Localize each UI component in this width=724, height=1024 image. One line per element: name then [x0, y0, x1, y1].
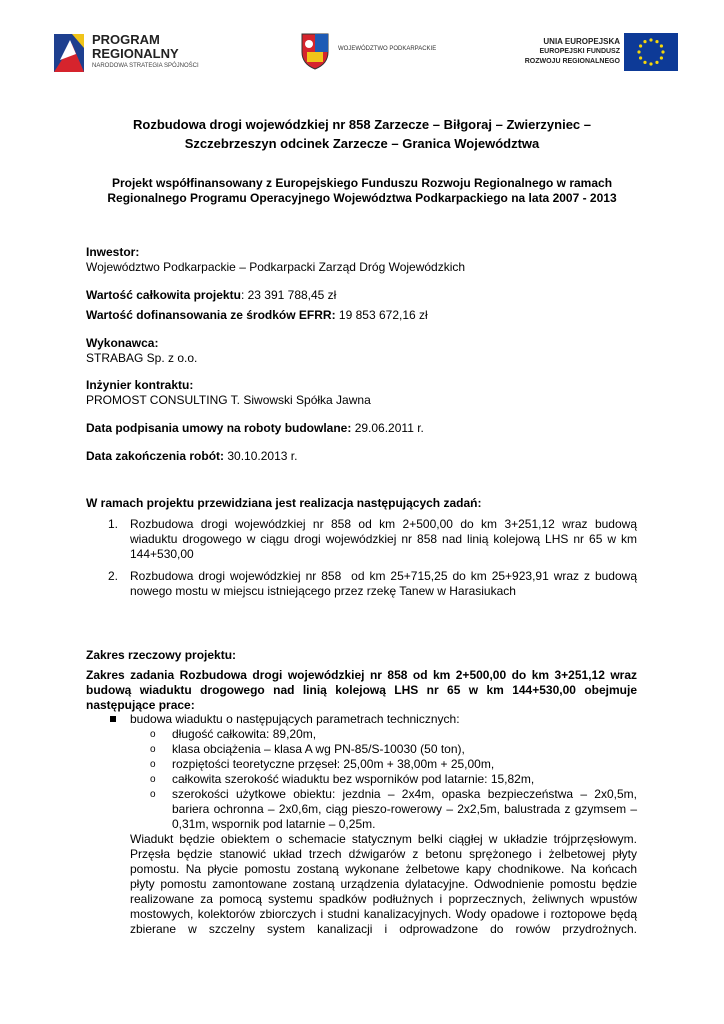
param-widths-line2: bariera ochronna – 2x0,6m, ciąg pieszo-rowerowy – 2x2,5m, balustrada z gzymsem – — [172, 802, 637, 816]
contract-date-row — [86, 421, 424, 436]
total-value-row — [86, 288, 336, 303]
end-date-label: Data zakończenia robót: — [86, 449, 225, 463]
program-line3: NARODOWA STRATEGIA SPÓJNOŚCI — [92, 63, 199, 69]
description-line6: mostowych, kolektorów zbiorczych i studni kanalizacyjnych. Wody opadowe i roztopowe będą — [130, 907, 637, 921]
circle-bullet-icon: o — [150, 789, 156, 800]
contractor-value: STRABAG Sp. z o.o. — [86, 351, 198, 365]
eu-logo — [520, 33, 680, 73]
scope-task-line3: następujące prace: — [86, 698, 195, 712]
eu-line1: UNIA EUROPEJSKA — [543, 37, 620, 46]
task-number-2: 2. — [108, 569, 119, 583]
description-line7: zbierane w szczelny system kanalizacji i odprowadzone do rowów przydrożnych. — [130, 922, 637, 936]
task-1-line1: Rozbudowa drogi wojewódzkiej nr 858 od km 2+500,00 do km 3+251,12 wraz budową — [130, 517, 637, 531]
scope-bullet: budowa wiaduktu o następujących parametrach technicznych: — [130, 712, 460, 726]
task-2-line1: Rozbudowa drogi wojewódzkiej nr 858 od km 25+715,25 do km 25+923,91 wraz z budową — [130, 569, 637, 583]
eu-line3: ROZWOJU REGIONALNEGO — [524, 58, 620, 65]
scope-heading: Zakres rzeczowy projektu: — [86, 648, 237, 662]
investor-label: Inwestor: — [86, 245, 140, 259]
task-2-line2: nowego mostu w miejscu istniejącego przez rzekę Tanew w Harasiukach — [130, 584, 516, 598]
investor-value: Województwo Podkarpackie – Podkarpacki Zarząd Dróg Wojewódzkich — [86, 260, 466, 274]
cofinancing-note-line1: Projekt współfinansowany z Europejskiego Funduszu Rozwoju Regionalnego w ramach — [111, 176, 613, 190]
cofinancing-label: Wartość dofinansowania ze środków EFRR: — [86, 308, 336, 322]
scope-task-line1: Zakres zadania Rozbudowa drogi wojewódzkiej nr 858 od km 2+500,00 do km 3+251,12 wraz — [86, 668, 637, 682]
description-line3: pomostu. Na płycie pomostu zostaną wykonane żelbetowe kapy chodnikowe. Na końcach — [130, 862, 637, 876]
total-value-amount: : 23 391 788,45 zł — [240, 288, 337, 302]
task-1-line2: wiaduktu drogowego w ciągu drogi wojewódzkiej nr 858 nad linią kolejową LHS nr 65 w km — [130, 532, 637, 546]
end-date-value: 30.10.2013 r. — [224, 449, 298, 463]
eu-flag-icon — [624, 33, 678, 71]
document-title-line2: Szczebrzeszyn odcinek Zarzecze – Granica Województwa — [184, 136, 540, 151]
task-number-1: 1. — [108, 517, 119, 531]
eu-line2: EUROPEJSKI FUNDUSZ — [539, 48, 620, 55]
circle-bullet-icon: o — [150, 774, 156, 785]
program-regionalny-logo — [52, 30, 222, 76]
document-title-line1: Rozbudowa drogi wojewódzkiej nr 858 Zarzecze – Biłgoraj – Zwierzyniec – — [132, 117, 591, 132]
end-date-row — [86, 449, 297, 464]
circle-bullet-icon: o — [150, 729, 156, 740]
contractor-label: Wykonawca: — [86, 336, 159, 350]
voivodeship-coat-of-arms-icon — [300, 32, 330, 70]
description-line4: płyty pomostu zamontowane zostaną urządzenia dylatacyjne. Odwodnienie pomostu będzie — [130, 877, 637, 891]
task-1-line3: 144+530,00 — [130, 547, 194, 561]
description-line1: Wiadukt będzie obiektem o schemacie statycznym belki ciągłej w układzie trójprzęsłowym. — [130, 832, 637, 846]
description-line5: realizowane za pomocą systemu spadków podłużnych i poprzecznych, żeliwnych wpustów — [130, 892, 637, 906]
circle-bullet-icon: o — [150, 759, 156, 770]
circle-bullet-icon: o — [150, 744, 156, 755]
param-load-class: klasa obciążenia – klasa A wg PN-85/S-10030 (50 ton), — [172, 742, 465, 756]
program-regionalny-emblem — [52, 30, 88, 76]
param-widths-line1: szerokości użytkowe obiektu: jezdnia – 2x4m, opaska bezpieczeństwa – 2x0,5m, — [172, 787, 637, 801]
param-length: długość całkowita: 89,20m, — [172, 727, 317, 741]
bullet-square-icon — [110, 716, 116, 722]
param-total-width: całkowita szerokość wiaduktu bez wsporników pod latarnie: 15,82m, — [172, 772, 535, 786]
cofinancing-row — [86, 308, 428, 323]
contract-date-label: Data podpisania umowy na roboty budowlane: — [86, 421, 352, 435]
cofinancing-note-line2: Regionalnego Programu Operacyjnego Województwa Podkarpackiego na lata 2007 - 2013 — [107, 191, 617, 205]
engineer-value: PROMOST CONSULTING T. Siwowski Spółka Jawna — [86, 393, 371, 407]
description-line2: Przęsła będzie stanowić układ trzech dźwigarów z betonu sprężonego i żelbetowej płyty — [130, 847, 637, 861]
engineer-label: Inżynier kontraktu: — [86, 378, 194, 392]
param-spans: rozpiętości teoretyczne przęseł: 25,00m + 38,00m + 25,00m, — [172, 757, 495, 771]
contract-date-value: 29.06.2011 r. — [351, 421, 424, 435]
param-widths-line3: 0,31m, wspornik pod latarnie – 0,25m. — [172, 817, 376, 831]
tasks-heading: W ramach projektu przewidziana jest realizacja następujących zadań: — [86, 496, 482, 510]
program-line1: PROGRAM — [92, 32, 160, 47]
scope-task-line2: budową wiaduktu drogowego nad linią kolejową LHS nr 65 w km 144+530,00 obejmuje — [86, 683, 637, 697]
voivodeship-label: WOJEWÓDZTWO PODKARPACKIE — [338, 46, 437, 52]
voivodeship-logo — [300, 32, 450, 74]
cofinancing-amount: 19 853 672,16 zł — [335, 308, 428, 322]
total-value-label: Wartość całkowita projektu — [86, 288, 241, 302]
program-line2: REGIONALNY — [92, 46, 179, 61]
